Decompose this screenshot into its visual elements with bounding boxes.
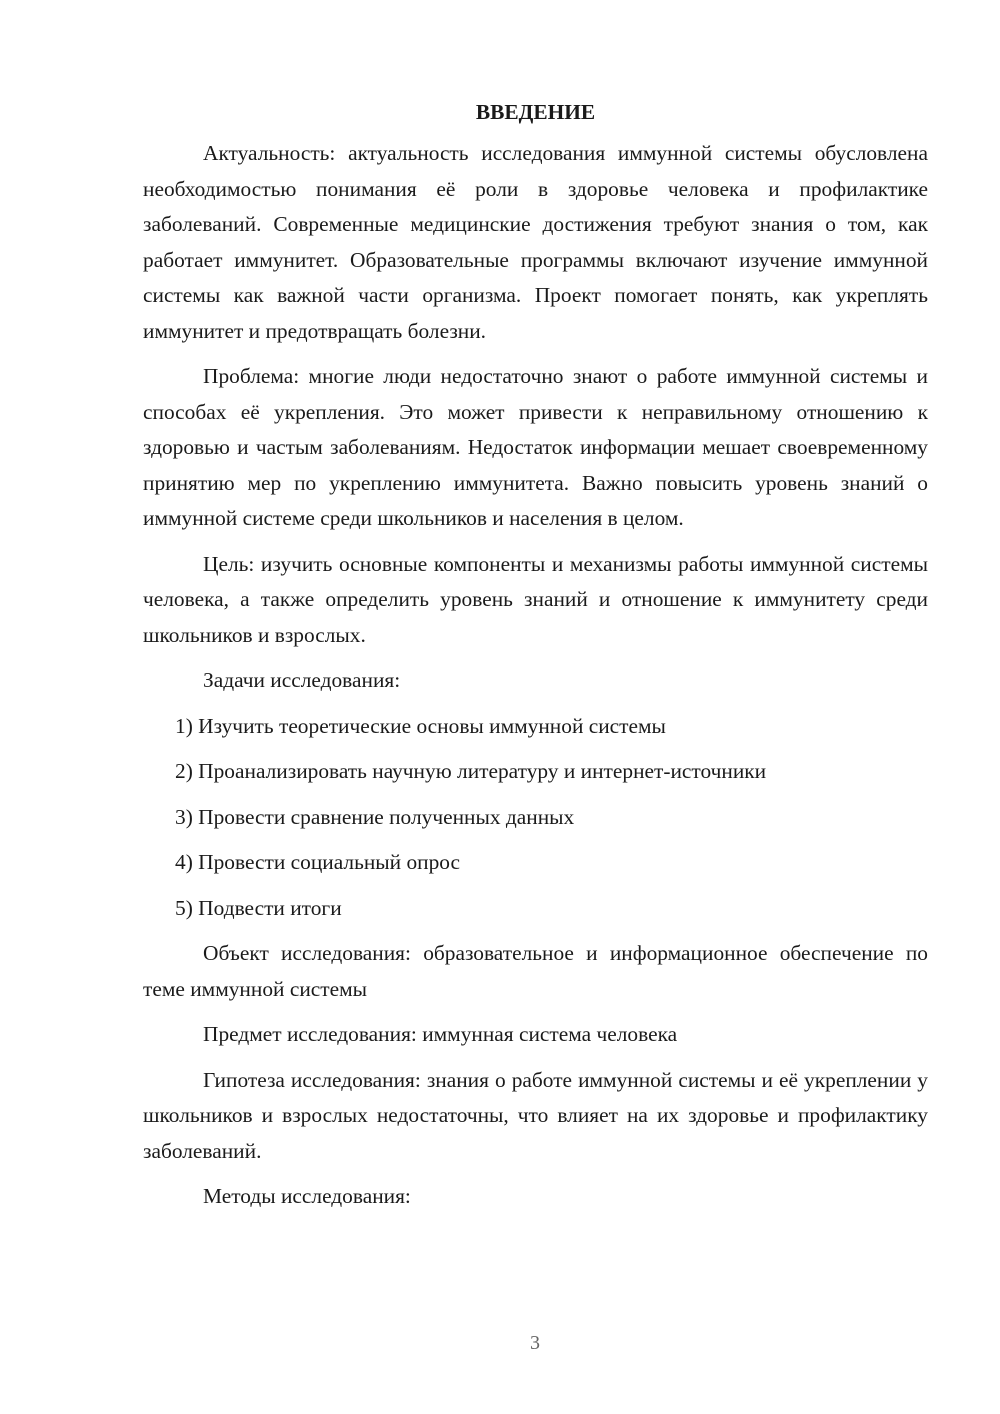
relevance-paragraph: Актуальность: актуальность исследования иммунной системы обусловлена необходимостью понимания её роли в здоровье человека и профилактике заболеваний. Современные медицинские достижения требуют знания о том, как работает иммунитет. Образовательные программы включают изучение иммунной системы как важной части организма. Проект помогает понять, как укреплять иммунитет и предотвращать болезни. — [143, 141, 928, 343]
subject-paragraph: Предмет исследования: иммунная система человека — [203, 1022, 678, 1046]
task-item: 2) Проанализировать научную литературу и интернет-источники — [175, 759, 767, 783]
problem-paragraph: Проблема: многие люди недостаточно знают о работе иммунной системы и способах её укрепления. Это может привести к неправильному отношению к здоровью и частым заболеваниям. Недостаток информации мешает своевременному принятию мер по укреплению иммунитета. Важно повысить уровень знаний о иммунной системе среди школьников и населения в целом. — [143, 364, 928, 530]
object-paragraph: Объект исследования: образовательное и информационное обеспечение по теме иммунной системы — [143, 941, 928, 1001]
task-item: 5) Подвести итоги — [175, 895, 342, 920]
task-item: 1) Изучить теоретические основы иммунной системы — [175, 713, 666, 738]
section-title: ВВЕДЕНИЕ — [475, 100, 596, 124]
tasks-heading: Задачи исследования: — [203, 668, 401, 692]
hypothesis-paragraph: Гипотеза исследования: знания о работе иммунной системы и её укреплении у школьников и взрослых недостаточны, что влияет на их здоровье и профилактику заболеваний. — [143, 1067, 928, 1163]
task-item: 4) Провести социальный опрос — [175, 850, 461, 874]
page-number: 3 — [530, 1332, 540, 1354]
task-item: 3) Провести сравнение полученных данных — [175, 804, 575, 829]
goal-paragraph: Цель: изучить основные компоненты и механизмы работы иммунной системы человека, а также определить уровень знаний и отношение к иммунитету среди школьников и взрослых. — [143, 551, 928, 647]
tasks-list — [143, 709, 928, 927]
document-page — [143, 96, 928, 1225]
methods-heading: Методы исследования: — [203, 1184, 411, 1208]
